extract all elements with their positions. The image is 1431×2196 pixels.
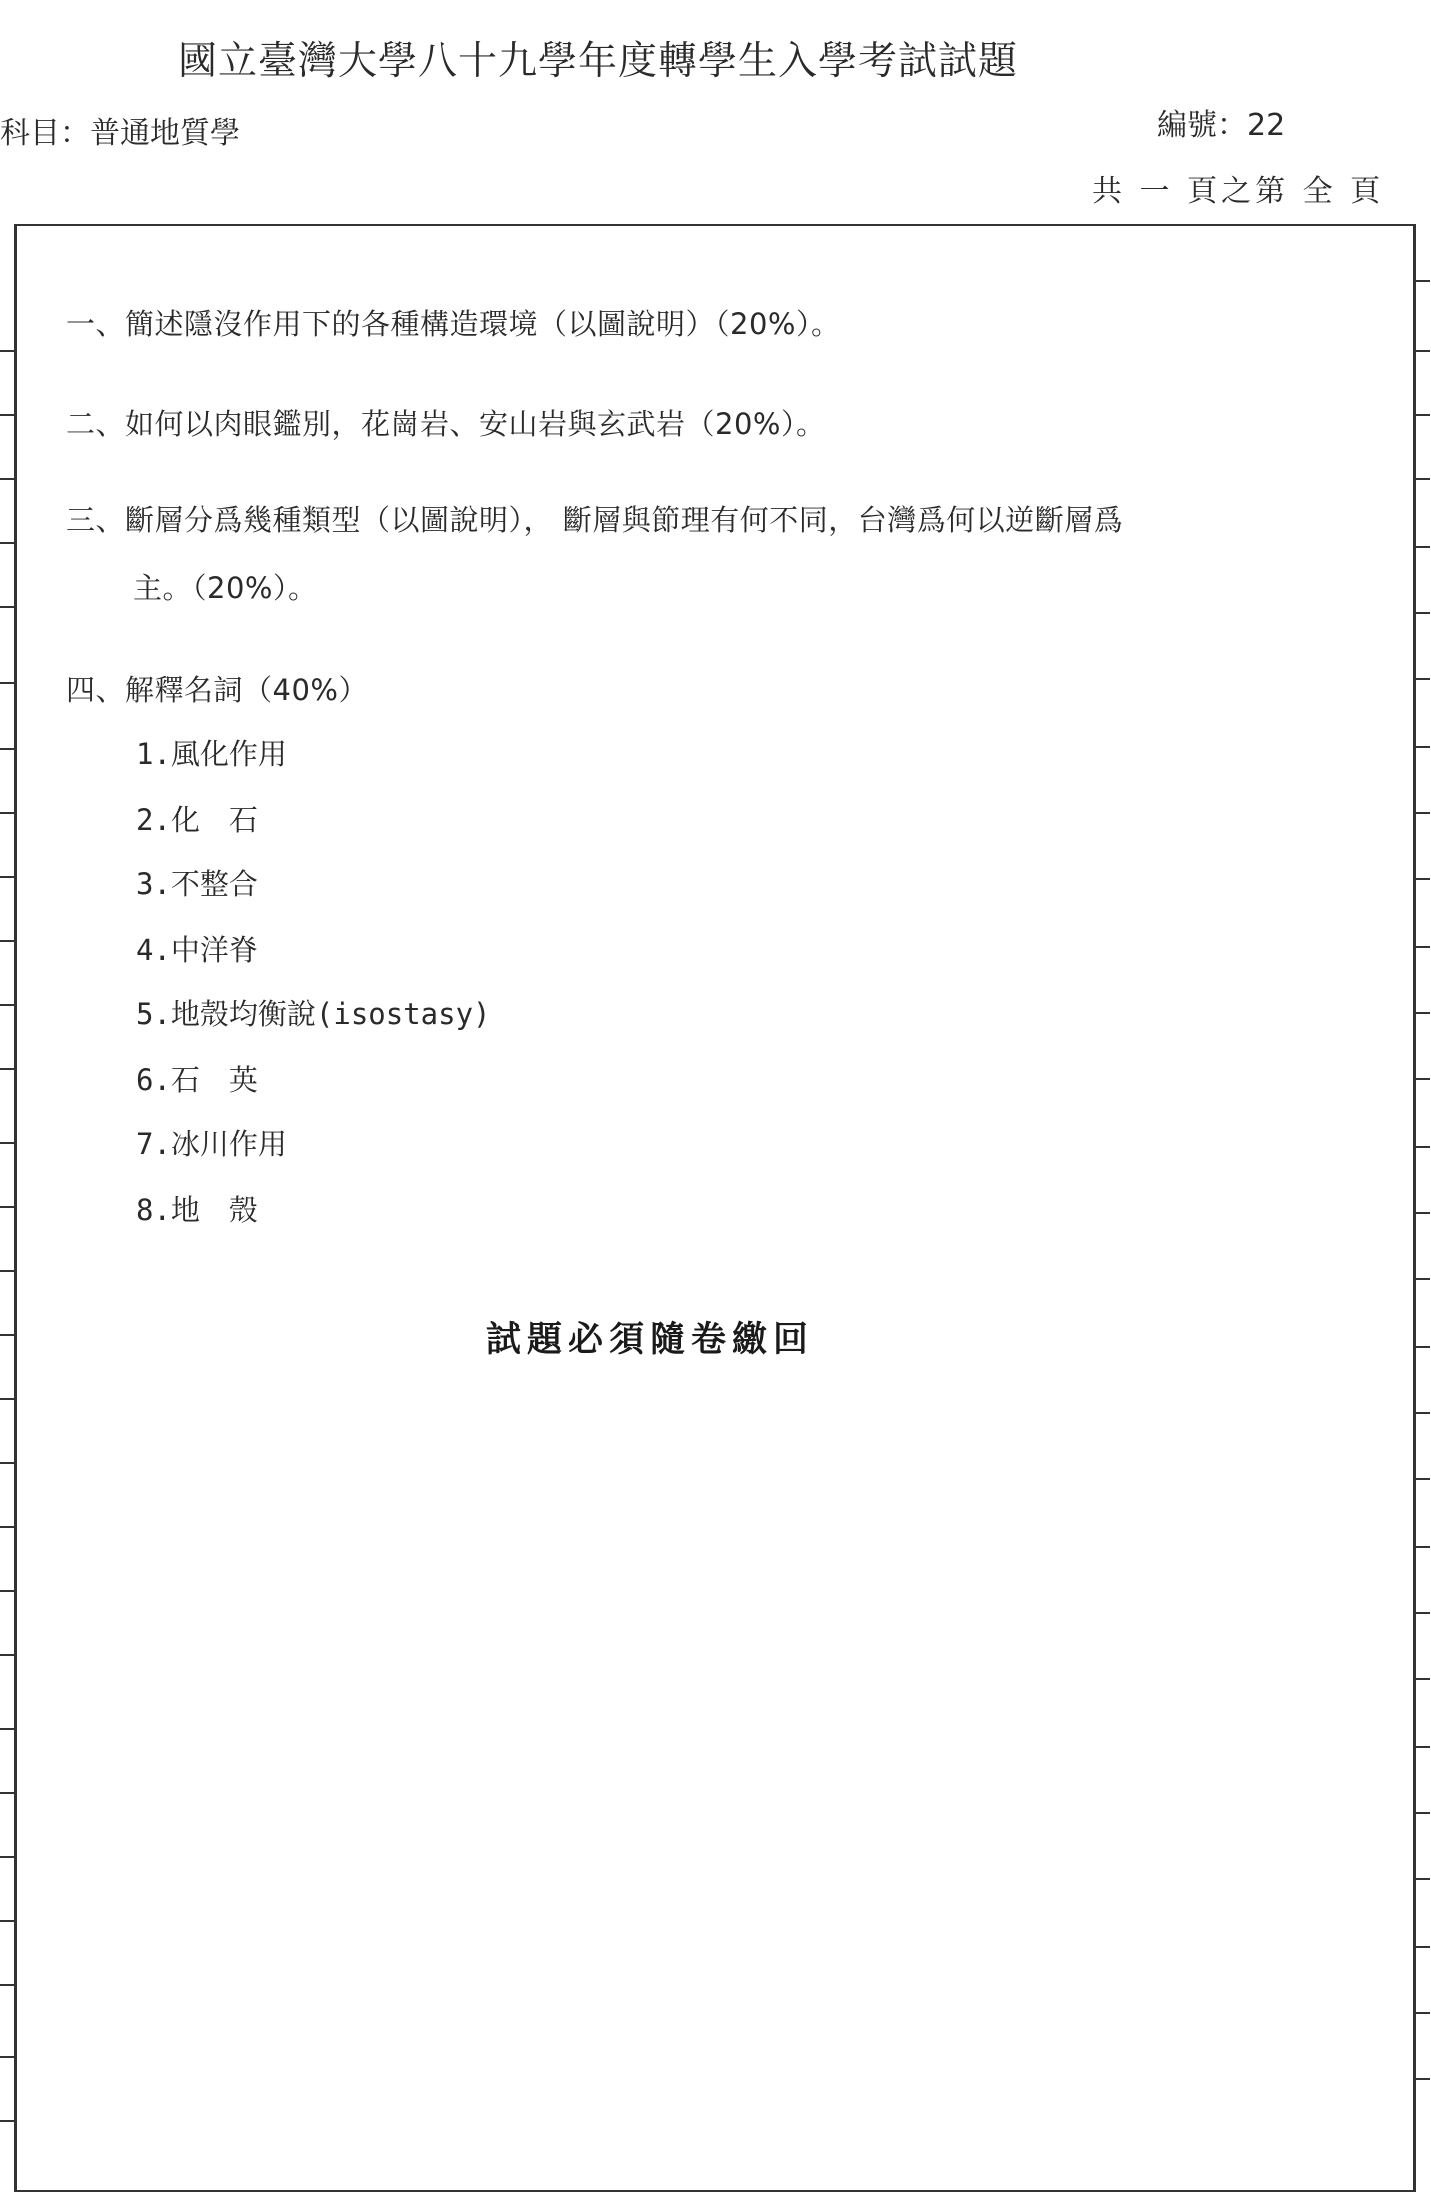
exam-number: 編號：22 [1157,108,1286,143]
margin-tick [1416,1746,1430,1748]
subject-label: 科目：普通地質學 [0,116,240,151]
term-item: 7.冰川作用 [136,1127,287,1161]
margin-tick [0,682,14,684]
margin-tick [1416,1678,1430,1680]
margin-tick [0,812,14,814]
term-item: 4.中洋脊 [136,933,258,967]
margin-tick [0,1920,14,1922]
margin-tick [0,2120,14,2122]
margin-tick [1416,1146,1430,1148]
margin-tick [0,542,14,544]
margin-tick [1416,1878,1430,1880]
margin-tick [1416,1012,1430,1014]
margin-tick [0,1068,14,1070]
margin-tick [0,1526,14,1528]
margin-tick [0,1206,14,1208]
margin-tick [0,1142,14,1144]
margin-tick [0,350,14,352]
margin-tick [1416,746,1430,748]
margin-tick [0,1654,14,1656]
margin-tick [1416,678,1430,680]
margin-tick [0,1004,14,1006]
margin-tick [1416,1212,1430,1214]
question-1: 一、簡述隱沒作用下的各種構造環境（以圖說明）（20%）。 [66,307,841,341]
margin-tick [1416,1278,1430,1280]
term-item: 8.地 殼 [136,1193,258,1227]
question-4: 四、解釋名詞（40%） [66,673,368,707]
page-title: 國立臺灣大學八十九學年度轉學生入學考試試題 [178,39,1019,84]
margin-tick [0,1856,14,1858]
margin-tick [1416,878,1430,880]
margin-tick [1416,1412,1430,1414]
margin-tick [1416,1812,1430,1814]
margin-tick [0,1590,14,1592]
term-item: 3.不整合 [136,867,258,901]
margin-tick [1416,2078,1430,2080]
margin-tick [1416,546,1430,548]
margin-tick [0,1462,14,1464]
margin-tick [0,478,14,480]
margin-tick [0,1398,14,1400]
margin-tick [0,1792,14,1794]
margin-tick [1416,1546,1430,1548]
term-item: 1.風化作用 [136,737,287,771]
margin-tick [1416,350,1430,352]
margin-tick [0,414,14,416]
page-count: 共 一 頁之第 全 頁 [1092,174,1385,209]
margin-tick [0,940,14,942]
margin-tick [1416,812,1430,814]
margin-tick [1416,1478,1430,1480]
margin-tick [1416,478,1430,480]
question-2: 二、如何以肉眼鑑別，花崗岩、安山岩與玄武岩（20%）。 [66,407,826,441]
term-item: 6.石 英 [136,1063,258,1097]
question-3-line-1: 三、斷層分爲幾種類型（以圖說明）， 斷層與節理有何不同，台灣爲何以逆斷層爲 [66,503,1124,537]
margin-tick [1416,946,1430,948]
margin-tick [1416,1346,1430,1348]
margin-tick [1416,612,1430,614]
margin-tick [1416,2012,1430,2014]
margin-tick [0,606,14,608]
margin-tick [0,1334,14,1336]
margin-tick [0,1728,14,1730]
margin-tick [1416,1078,1430,1080]
margin-tick [0,2056,14,2058]
question-3-line-2: 主。（20%）。 [133,571,318,605]
term-item: 5.地殼均衡說(isostasy) [136,997,491,1031]
margin-tick [0,748,14,750]
margin-tick [1416,1946,1430,1948]
margin-tick [0,876,14,878]
return-notice-stamp: 試題必須隨卷繳回 [486,1319,815,1360]
margin-tick [0,1984,14,1986]
margin-tick [1416,414,1430,416]
term-item: 2.化 石 [136,803,258,837]
margin-tick [1416,280,1430,282]
margin-tick [0,1270,14,1272]
margin-tick [1416,1612,1430,1614]
